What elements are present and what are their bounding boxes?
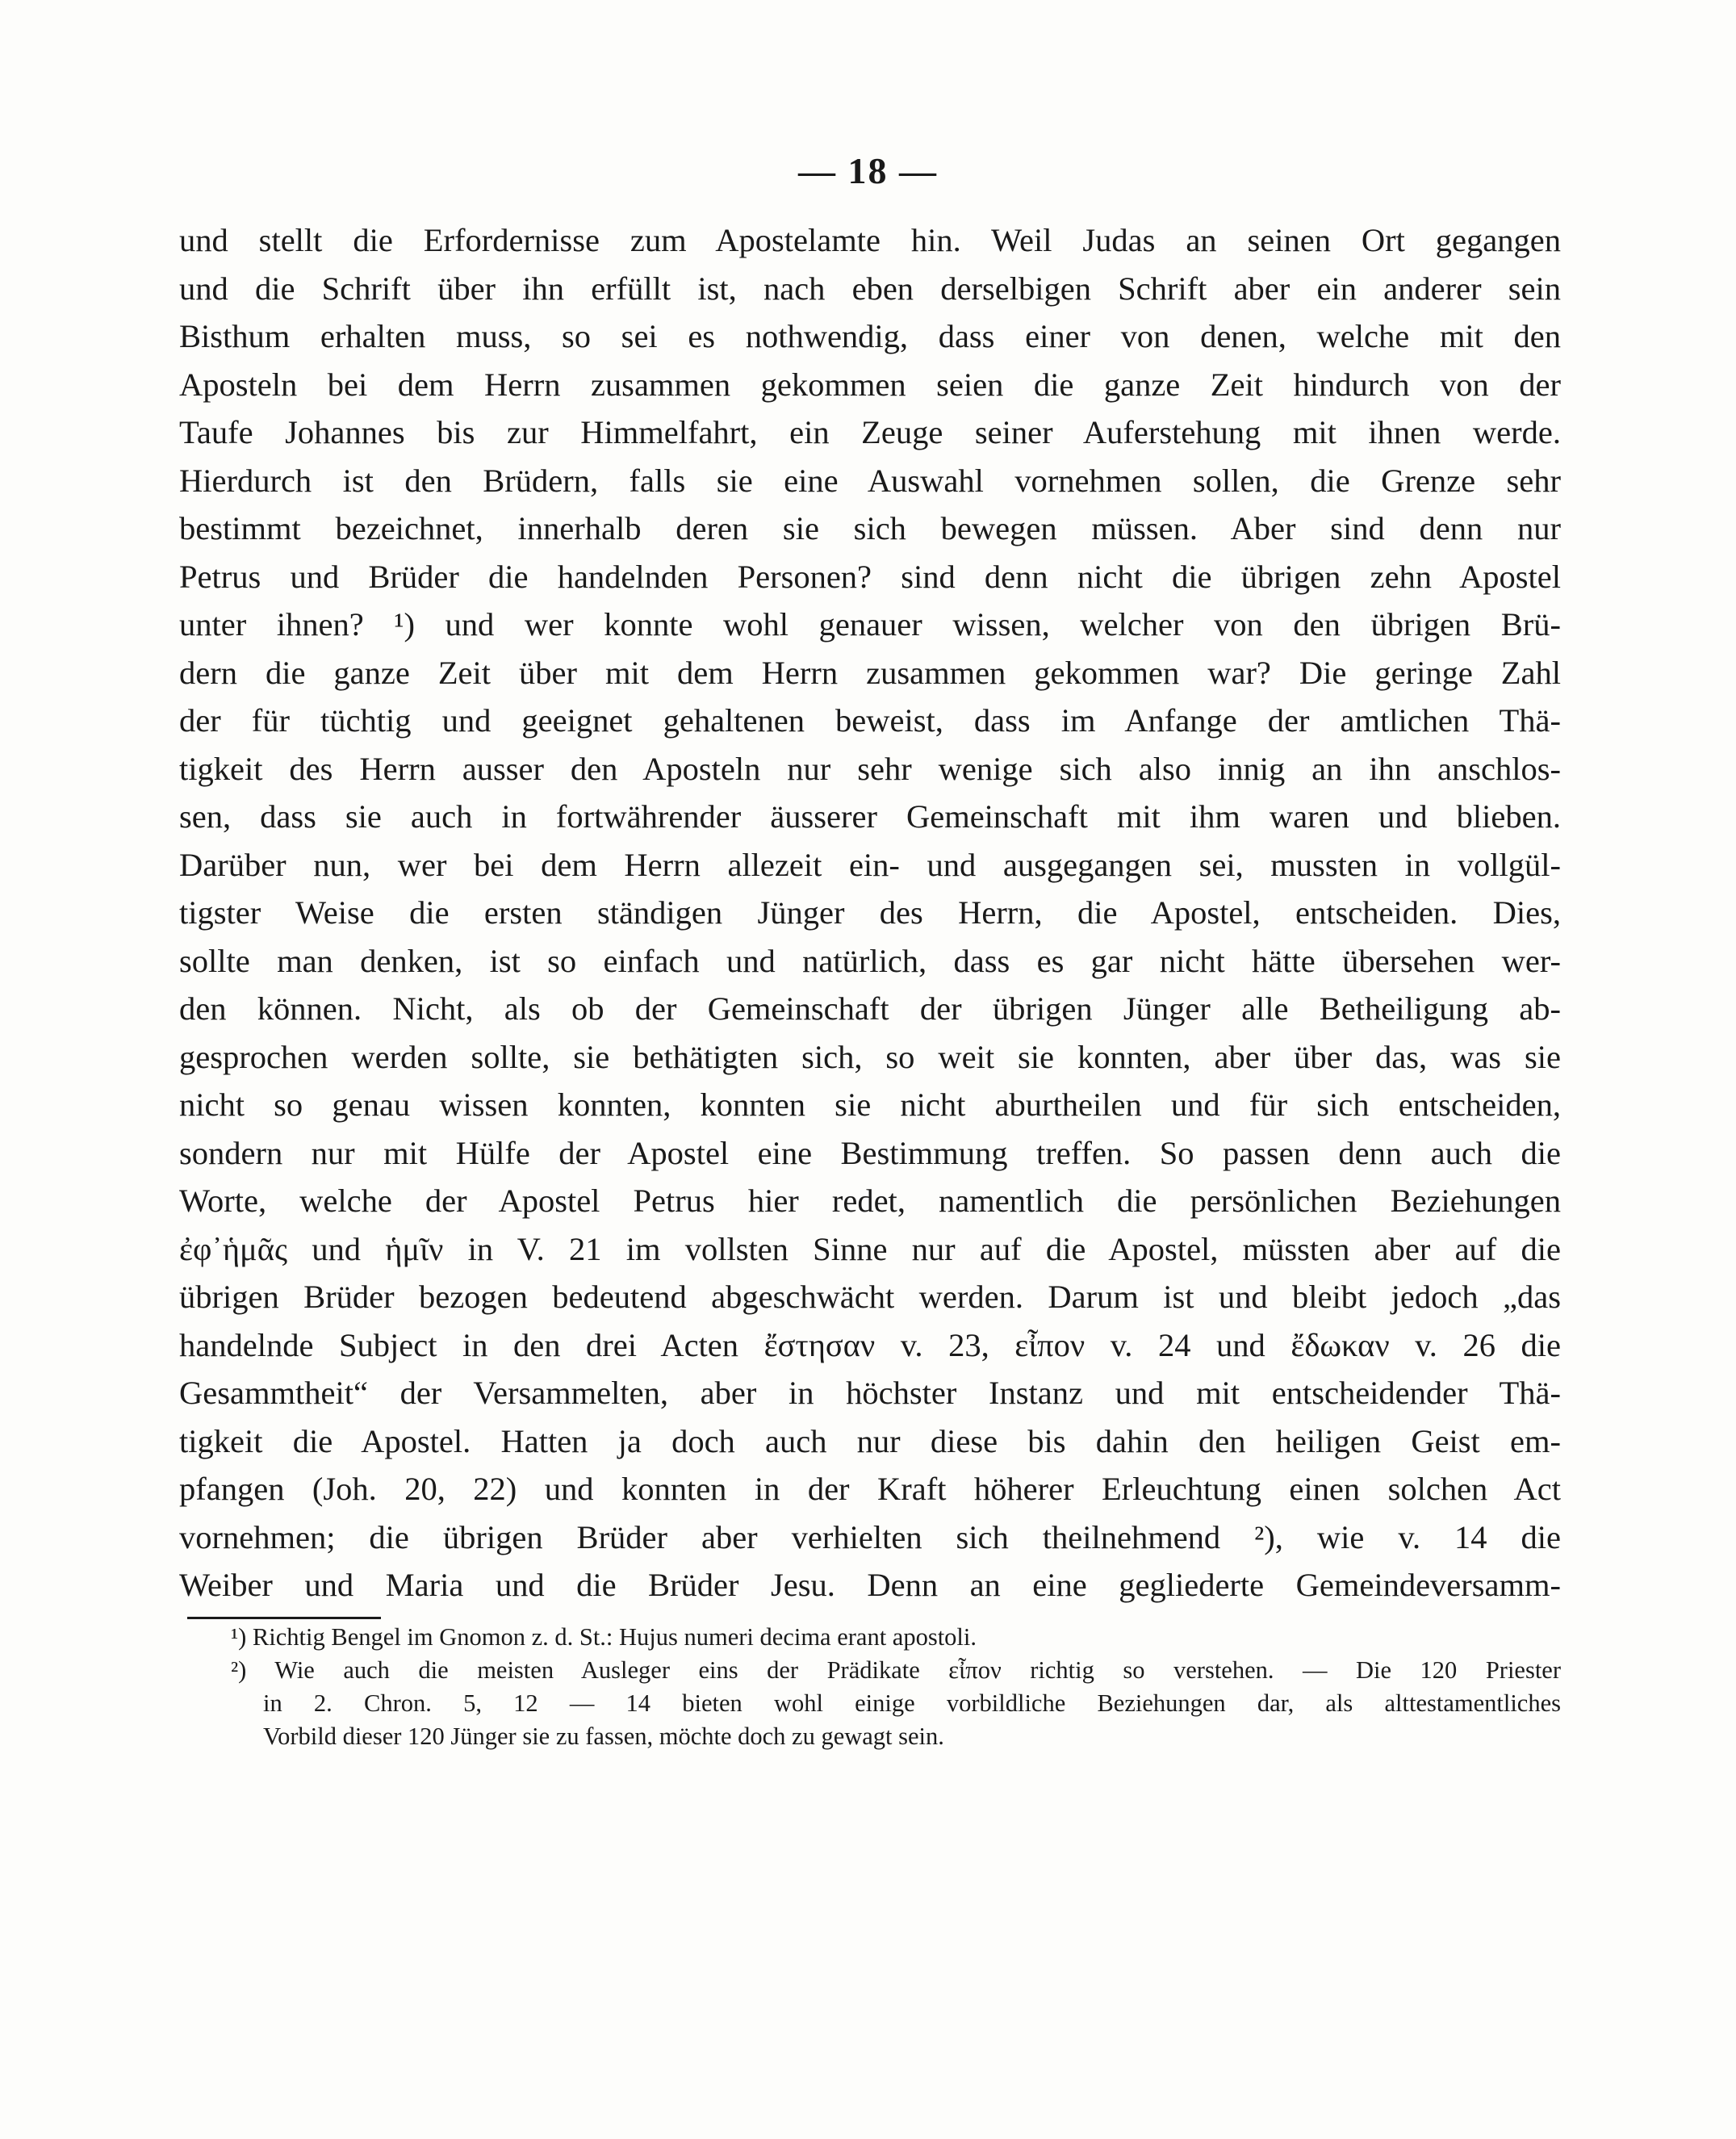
text-line: Darüber nun, wer bei dem Herrn allezeit ein- und ausgegangen sei, mussten in vollgül- [179,846,1561,883]
footnote-separator [187,1617,381,1619]
text-line: bestimmt bezeichnet, innerhalb deren sie sich bewegen müssen. Aber sind denn nur [179,510,1561,546]
text-line: Bisthum erhalten muss, so sei es nothwendig, dass einer von denen, welche mit den [179,318,1561,354]
text-line: dern die ganze Zeit über mit dem Herrn zusammen gekommen war? Die geringe Zahl [179,654,1561,691]
text-line: sollte man denken, ist so einfach und natürlich, dass es gar nicht hätte übersehen wer- [179,942,1561,979]
text-line: Weiber und Maria und die Brüder Jesu. Denn an eine gegliederte Gemeindeversamm- [179,1567,1561,1603]
text-line: tigkeit des Herrn ausser den Aposteln nur sehr wenige sich also innig an ihn anschlos- [179,750,1561,787]
text-line: ἐφ᾽ἡμᾶς und ἡμῖν in V. 21 im vollsten Sinne nur auf die Apostel, müssten aber auf die [179,1230,1561,1267]
text-line: Aposteln bei dem Herrn zusammen gekommen seien die ganze Zeit hindurch von der [179,366,1561,403]
footnote-1: ¹) Richtig Bengel im Gnomon z. d. St.: Hujus numeri decima erant apostoli. [231,1623,977,1651]
footnote-2-continued: in 2. Chron. 5, 12 — 14 bieten wohl einige vorbildliche Beziehungen dar, als alttestamentliches [263,1689,1561,1717]
text-line: gesprochen werden sollte, sie bethätigten sich, so weit sie konnten, aber über das, was sie [179,1038,1561,1075]
text-line: Hierdurch ist den Brüdern, falls sie eine Auswahl vornehmen sollen, die Grenze sehr [179,462,1561,499]
footnote-2: ²) Wie auch die meisten Ausleger eins der Prädikate εἶπον richtig so verstehen. — Die 120 Priester [231,1656,1561,1684]
text-line: Taufe Johannes bis zur Himmelfahrt, ein Zeuge seiner Auferstehung mit ihnen werde. [179,414,1561,450]
text-line: sondern nur mit Hülfe der Apostel eine Bestimmung treffen. So passen denn auch die [179,1134,1561,1171]
text-line: und die Schrift über ihn erfüllt ist, nach eben derselbigen Schrift aber ein anderer sein [179,270,1561,307]
text-line: tigster Weise die ersten ständigen Jünger des Herrn, die Apostel, entscheiden. Dies, [179,894,1561,931]
text-line: vornehmen; die übrigen Brüder aber verhielten sich theilnehmend ²), wie v. 14 die [179,1518,1561,1555]
text-line: übrigen Brüder bezogen bedeutend abgeschwächt werden. Darum ist und bleibt jedoch „das [179,1279,1561,1315]
page-number: — 18 — [798,150,938,191]
text-line: handelnde Subject in den drei Acten ἔστησαν v. 23, εἶπον v. 24 und ἔδωκαν v. 26 die [179,1326,1561,1363]
text-line: nicht so genau wissen konnten, konnten sie nicht aburtheilen und für sich entscheiden, [179,1086,1561,1123]
text-line: sen, dass sie auch in fortwährender äusserer Gemeinschaft mit ihm waren und blieben. [179,798,1561,835]
text-line: der für tüchtig und geeignet gehaltenen beweist, dass im Anfange der amtlichen Thä- [179,702,1561,739]
text-line: Worte, welche der Apostel Petrus hier redet, namentlich die persönlichen Beziehungen [179,1183,1561,1219]
text-line: Gesammtheit“ der Versammelten, aber in höchster Instanz und mit entscheidender Thä- [179,1375,1561,1411]
text-line: Petrus und Brüder die handelnden Personen? sind denn nicht die übrigen zehn Apostel [179,558,1561,595]
text-line: pfangen (Joh. 20, 22) und konnten in der Kraft höherer Erleuchtung einen solchen Act [179,1471,1561,1507]
text-line: unter ihnen? ¹) und wer konnte wohl genauer wissen, welcher von den übrigen Brü- [179,606,1561,643]
footnotes-block [179,1621,1561,1753]
text-line: und stellt die Erfordernisse zum Apostelamte hin. Weil Judas an seinen Ort gegangen [179,222,1561,258]
footnote-2-continued: Vorbild dieser 120 Jünger sie zu fassen, möchte doch zu gewagt sein. [263,1723,944,1750]
text-line: den können. Nicht, als ob der Gemeinschaft der übrigen Jünger alle Betheiligung ab- [179,990,1561,1027]
main-text-block [179,216,1561,1609]
text-line: tigkeit die Apostel. Hatten ja doch auch nur diese bis dahin den heiligen Geist em- [179,1422,1561,1459]
